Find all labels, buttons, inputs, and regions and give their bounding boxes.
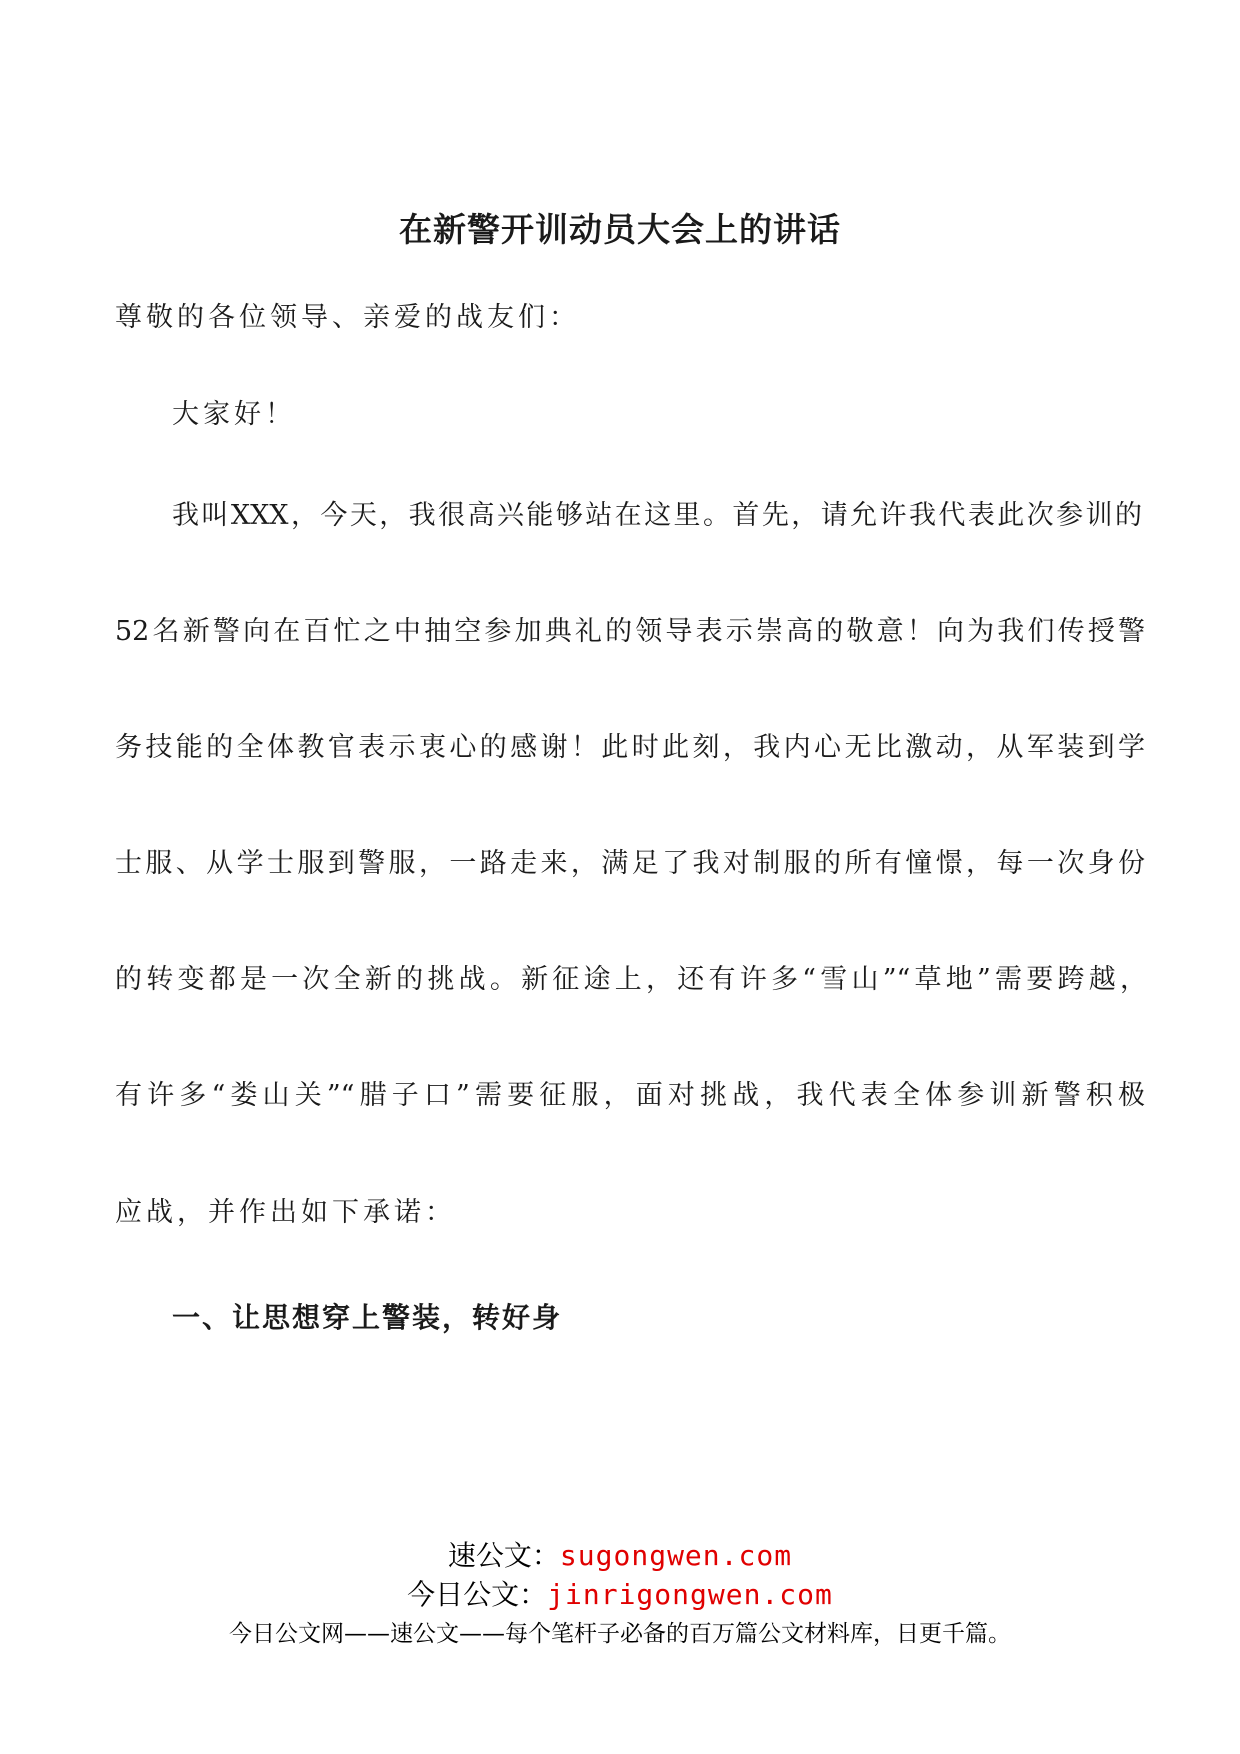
paragraph-line-4: 士服、从学士服到警服，一路走来，满足了我对制服的所有憧憬，每一次身份 bbox=[115, 848, 1145, 879]
footer-label-1: 速公文： bbox=[447, 1539, 560, 1572]
paragraph-line-5: 的转变都是一次全新的挑战。新征途上，还有许多“雪山”“草地”需要跨越， bbox=[115, 964, 1147, 995]
paragraph-line-3: 务技能的全体教官表示衷心的感谢！此时此刻，我内心无比激动，从军装到学 bbox=[115, 732, 1145, 763]
paragraph-line-1: 我叫XXX，今天，我很高兴能够站在这里。首先，请允许我代表此次参训的 bbox=[172, 500, 1142, 531]
paragraph-line-7: 应战，并作出如下承诺： bbox=[115, 1197, 456, 1228]
section-heading: 一、让思想穿上警装，转好身 bbox=[172, 1301, 563, 1334]
paragraph-line-2: 52名新警向在百忙之中抽空参加典礼的领导表示崇高的敬意！向为我们传授警 bbox=[115, 616, 1145, 647]
footer-site-2[interactable]: jinrigongwen.com bbox=[547, 1578, 833, 1611]
document-title: 在新警开训动员大会上的讲话 bbox=[399, 210, 841, 249]
greeting: 大家好！ bbox=[172, 399, 296, 430]
footer-line-1 bbox=[0, 1538, 1240, 1574]
footer-label-2: 今日公文： bbox=[407, 1578, 548, 1611]
footer-tagline: 今日公文网——速公文——每个笔杆子必备的百万篇公文材料库，日更千篇。 bbox=[229, 1621, 1011, 1647]
footer-line-2 bbox=[0, 1577, 1240, 1613]
paragraph-line-6: 有许多“娄山关”“腊子口”需要征服，面对挑战，我代表全体参训新警积极 bbox=[115, 1080, 1145, 1111]
salutation: 尊敬的各位领导、亲爱的战友们： bbox=[115, 302, 580, 333]
footer-site-1[interactable]: sugongwen.com bbox=[559, 1539, 793, 1572]
